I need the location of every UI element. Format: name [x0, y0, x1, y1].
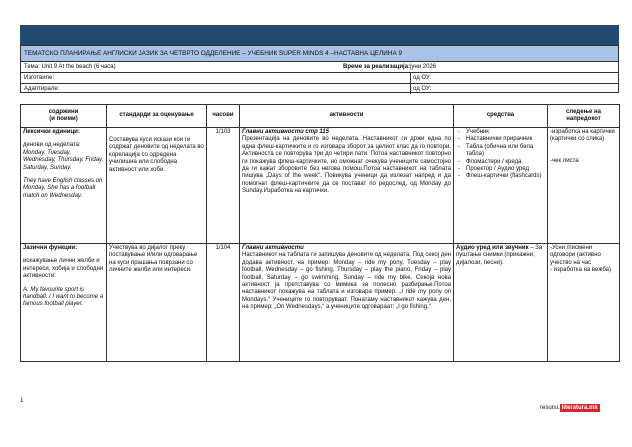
- row-divider: [410, 84, 411, 94]
- assessment-item: -Усни /писмени одговори (активно учество на час: [550, 245, 601, 266]
- content-heading: Лексички единици:: [23, 129, 80, 135]
- standards-cell: Учествува во дијалог преку поставување и/или одговарање на куси прашања поврзани со личните желби или интереси.: [107, 244, 207, 362]
- activity-text: Презентација на деновите во неделата. Наставникот ги држи една по една флеш-картичките и го изговара зборот за целиот клас да го повтори. Активноста се повторува три до четири пати. Потоа наставникот повторно ги покажува флеш-картичките, но оможнат очекува учениците самостојно да ги кажат зборовите без негова помош.Потоа наставникот на таблата пишува „Days of the week“. Повикува ученици да излезат напред и да помогнат флеш-картичките да се постават по редослед, од Monday до Sunday.Изработка на картички.: [242, 136, 451, 195]
- col-header-assessment: следење на напредокот: [548, 105, 620, 128]
- logo-prefix: resursi.: [540, 405, 560, 411]
- time-value: јуни 2026: [410, 64, 437, 70]
- col-header-resources: средства: [454, 105, 548, 128]
- content-line: искажување лични желби и интереси, хобија и слободни активности:: [23, 258, 104, 280]
- assessment-item: -изработка на картички (картички со слика): [550, 129, 615, 143]
- col-header-standards: стандарди за оценување: [107, 105, 207, 128]
- assessment-item: -чек листа: [550, 157, 579, 164]
- resources-cell: [454, 128, 548, 244]
- col-header-content: содржини (и поими): [21, 105, 107, 128]
- activity-title: Главни активности стр 115: [242, 129, 329, 135]
- theme-value: Unit 9 At the beach (6 часа): [41, 64, 116, 70]
- standards-text: Составува куси искази кои ги содржат деновите од неделата во корелација со одредена училишна или слободна активност или хоби.: [109, 137, 204, 173]
- hours-cell: 1/103: [207, 128, 240, 244]
- table-row: [21, 128, 620, 244]
- logo-box: literatura.mk: [561, 405, 598, 411]
- hours-cell: 1/104: [207, 244, 240, 362]
- school-label-1: од ОУ:: [413, 75, 432, 81]
- resource-item: - Учебник: [456, 129, 545, 136]
- plan-title: ТЕМАТСКО ПЛАНИРАЊЕ АНГЛИСКИ ЈАЗИК ЗА ЧЕТВРТО ОДДЕЛЕНИЕ – УЧЕБНИК SUPER MINDS 4 –НАСТАВНА ЦЕЛИНА 9: [21, 46, 618, 62]
- content-heading: Јазични функции:: [23, 245, 78, 251]
- assessment-cell: [548, 128, 620, 244]
- theme-row: [21, 62, 618, 73]
- adapted-label: Адаптирале:: [24, 86, 60, 92]
- table-header-row: [21, 105, 620, 128]
- time-label: Време за реализација:: [343, 64, 411, 70]
- activities-cell: [240, 128, 454, 244]
- content-cell: [21, 244, 107, 362]
- publisher-logo: [540, 405, 600, 411]
- resource-item: - Наставнички прирачник: [456, 136, 545, 143]
- theme-label: Тема:: [24, 64, 40, 70]
- standards-cell: [107, 128, 207, 244]
- resource-item: - Проектор / Аудио уред: [456, 166, 545, 173]
- top-color-band: [20, 25, 619, 45]
- prepared-label: Изготвиле:: [24, 75, 55, 81]
- page-number: 1: [20, 398, 24, 404]
- activities-cell: [240, 244, 454, 362]
- adapted-row: [21, 84, 618, 94]
- resource-item: - Флеш-картички (flashcards): [456, 173, 545, 180]
- resource-item: - Фломастери / креда: [456, 159, 545, 166]
- content-line: денови од неделата:: [23, 142, 81, 149]
- assessment-item: - изработка на вежба): [550, 267, 612, 274]
- col-header-activities: активности: [240, 105, 454, 128]
- activity-text: Наставникот на таблата ги запишува деновите од неделата. Под секој ден додава активност, на пример: Monday – ride my pony, Tuesday – play football, Wednesday – go fishing, Thursday – play the piano, Friday – play football, Saturday – go swimming, Sunday – ride my bike. Секоја нова активност ја претставува со мимика за полесно разбирање.Потоа наставникот покажува на таблата и изговара пример: „I ride my pony on Mondays.“ Учениците го повторуваат. Понатаму наставникот кажува ден, на пример: „On Wednesdays,“ а учениците одговараат: „I go fishing.“: [242, 252, 451, 311]
- resources-cell: [454, 244, 548, 362]
- content-cell: [21, 128, 107, 244]
- resource-bold: Аудио уред или звучник: [456, 245, 529, 251]
- plan-table: [20, 104, 620, 362]
- resource-item: - Табла (обична или бела табла): [456, 144, 545, 159]
- school-label-2: од ОУ:: [413, 86, 432, 92]
- col-header-hours: часови: [207, 105, 240, 128]
- row-divider: [410, 73, 411, 83]
- content-line: They have English classes on Monday. She has a football match on Wednesday.: [23, 178, 103, 199]
- assessment-cell: [548, 244, 620, 362]
- plan-header: [20, 45, 619, 93]
- table-row: [21, 244, 620, 362]
- prepared-row: [21, 73, 618, 84]
- content-line: Monday, Tuesday, Wednesday, Thursday, Friday, Saturday, Sunday.: [23, 149, 104, 171]
- activity-title: Главни активности: [242, 245, 304, 251]
- resource-rest: – За пуштање снимки (прикажни, дијалози, песни).: [456, 245, 543, 266]
- content-line: A: My favourite sport is handball. / I want to become a famous football player.: [23, 286, 104, 308]
